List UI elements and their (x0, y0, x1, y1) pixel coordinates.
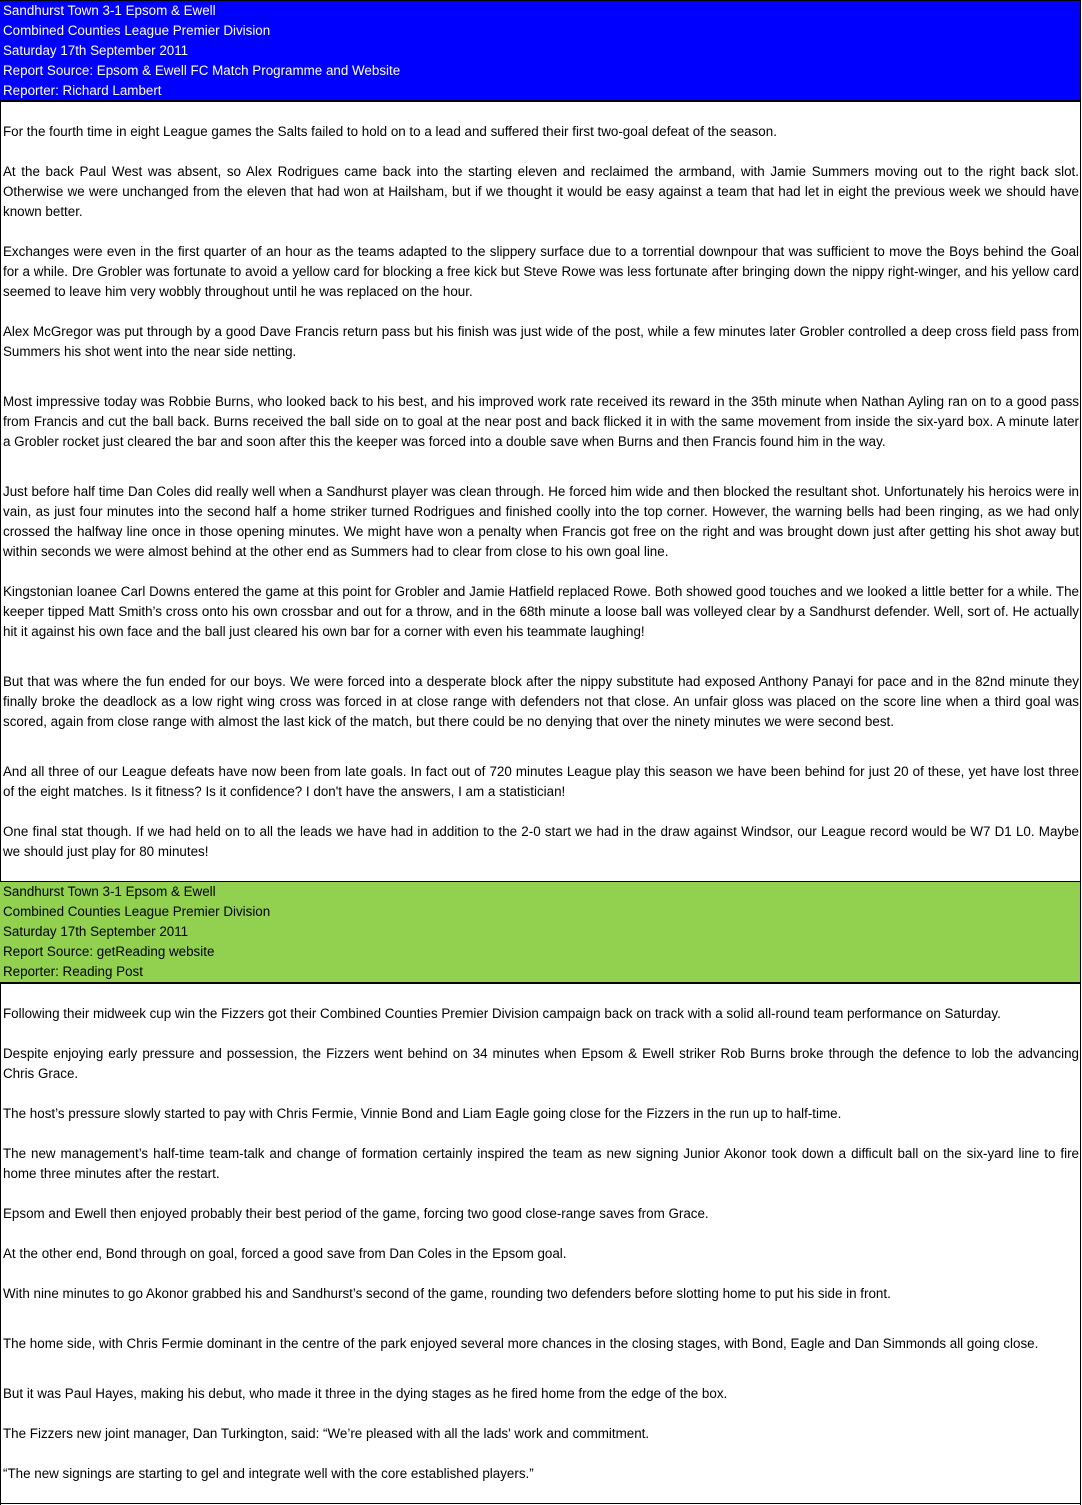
report-paragraph: Alex McGregor was put through by a good Dave Francis return pass but his finish was just wide of the post, while a few minutes later Grobler controlled a deep cross field pass from Summers his shot went into the near side netting. (3, 324, 1079, 359)
report-paragraph: Most impressive today was Robbie Burns, who looked back to his best, and his improved work rate received its reward in the 35th minute when Nathan Ayling ran on to a good pass from Francis and cut the ball back. Burns received the ball side on to goal at the near post and back flicked it in with the same movement from inside the six-yard box. A minute later a Grobler rocket just cleared the bar and soon after this the keeper was forced into a double save when Burns and then Francis found him in the way. (3, 394, 1079, 449)
report-paragraph: Exchanges were even in the first quarter of an hour as the teams adapted to the slippery surface due to a torrential downpour that was sufficient to move the Boys behind the Goal for a while. Dre Grobler was fortunate to avoid a yellow card for blocking a free kick but Steve Rowe was less fortunate after bringing down the nippy right-winger, and his yellow card seemed to leave him very wobbly throughout until he was replaced on the hour. (3, 244, 1079, 299)
header-date: Saturday 17th September 2011 (3, 43, 189, 58)
header-competition: Combined Counties League Premier Division (3, 23, 271, 38)
report-header-epsom (0, 0, 1080, 102)
header-source: Report Source: getReading website (3, 944, 215, 959)
report-paragraph: The new management’s half-time team-talk and change of formation certainly inspired the team as new signing Junior Akonor took down a difficult ball on the six-yard line to fire home three minutes after the restart. (3, 1146, 1079, 1181)
header-match-title: Sandhurst Town 3-1 Epsom & Ewell (3, 3, 216, 18)
page-border-left (0, 0, 1, 1505)
report-paragraph: The host’s pressure slowly started to pay with Chris Fermie, Vinnie Bond and Liam Eagle going close for the Fizzers in the run up to half-time. (3, 1106, 842, 1121)
report-paragraph: Kingstonian loanee Carl Downs entered the game at this point for Grobler and Jamie Hatfield replaced Rowe. Both showed good touches and we looked a little better for a while. The keeper tipped Matt Smith’s cross onto his own crossbar and out for a throw, and in the 68th minute a loose ball was volleyed clear by a Sandhurst defender. Well, sort of. He actually hit it against his own face and the ball just cleared his own bar for a corner with even his teammate laughing! (3, 584, 1079, 639)
header-competition: Combined Counties League Premier Division (3, 904, 271, 919)
report-paragraph: But that was where the fun ended for our boys. We were forced into a desperate block after the nippy substitute had exposed Anthony Panayi for pace and in the 82nd minute they finally broke the deadlock as a low right wing cross was forced in at close range with defenders not that close. An unfair gloss was placed on the score line when a third goal was scored, again from close range with almost the last kick of the match, but there could be no denying that over the ninety minutes we were second best. (3, 674, 1079, 729)
report-paragraph: For the fourth time in eight League games the Salts failed to hold on to a lead and suffered their first two-goal defeat of the season. (3, 124, 777, 139)
report-paragraph: One final stat though. If we had held on to all the leads we have had in addition to the 2-0 start we had in the draw against Windsor, our League record would be W7 D1 L0. Maybe we should just play for 80 minutes! (3, 824, 1079, 859)
report-paragraph: At the back Paul West was absent, so Alex Rodrigues came back into the starting eleven and reclaimed the armband, with Jamie Summers moving out to the right back slot. Otherwise we were unchanged from the eleven that had won at Hailsham, but if we thought it would be easy against a team that had let in eight the previous week we should have known better. (3, 164, 1079, 219)
report-paragraph: The home side, with Chris Fermie dominant in the centre of the park enjoyed several more chances in the closing stages, with Bond, Eagle and Dan Simmonds all going close. (3, 1336, 1039, 1351)
page-border-bottom (0, 1503, 1081, 1504)
report-paragraph: “The new signings are starting to gel and integrate well with the core established players.” (3, 1466, 534, 1481)
header-reporter: Reporter: Reading Post (3, 964, 143, 979)
report-paragraph: But it was Paul Hayes, making his debut, who made it three in the dying stages as he fired home from the edge of the box. (3, 1386, 728, 1401)
report-header-reading (0, 881, 1080, 984)
report-paragraph: Epsom and Ewell then enjoyed probably their best period of the game, forcing two good close-range saves from Grace. (3, 1206, 709, 1221)
report-paragraph: And all three of our League defeats have now been from late goals. In fact out of 720 minutes League play this season we have been behind for just 20 of these, yet have lost three of the eight matches. Is it fitness? Is it confidence? I don't have the answers, I am a statistician! (3, 764, 1079, 799)
report-paragraph: With nine minutes to go Akonor grabbed his and Sandhurst’s second of the game, rounding two defenders before slotting home to put his side in front. (3, 1286, 891, 1301)
header-source: Report Source: Epsom & Ewell FC Match Programme and Website (3, 63, 401, 78)
report-paragraph: At the other end, Bond through on goal, forced a good save from Dan Coles in the Epsom goal. (3, 1246, 567, 1261)
report-paragraph: The Fizzers new joint manager, Dan Turkington, said: “We’re pleased with all the lads' work and commitment. (3, 1426, 650, 1441)
report-paragraph: Following their midweek cup win the Fizzers got their Combined Counties Premier Division campaign back on track with a solid all-round team performance on Saturday. (3, 1006, 1001, 1021)
header-match-title: Sandhurst Town 3-1 Epsom & Ewell (3, 884, 216, 899)
report-paragraph: Just before half time Dan Coles did really well when a Sandhurst player was clean through. He forced him wide and then blocked the resultant shot. Unfortunately his heroics were in vain, as just four minutes into the second half a home striker turned Rodrigues and finished coolly into the top corner. However, the warning bells had been ringing, as we had only crossed the halfway line once in those opening minutes. We might have won a penalty when Francis got free on the right and was brought down just after getting his shot away but within seconds we were almost behind at the other end as Summers had to clear from close to his own goal line. (3, 484, 1079, 559)
header-reporter: Reporter: Richard Lambert (3, 83, 162, 98)
page-border-right (1080, 0, 1081, 1505)
header-date: Saturday 17th September 2011 (3, 924, 189, 939)
report-paragraph: Despite enjoying early pressure and possession, the Fizzers went behind on 34 minutes when Epsom & Ewell striker Rob Burns broke through the defence to lob the advancing Chris Grace. (3, 1046, 1079, 1081)
